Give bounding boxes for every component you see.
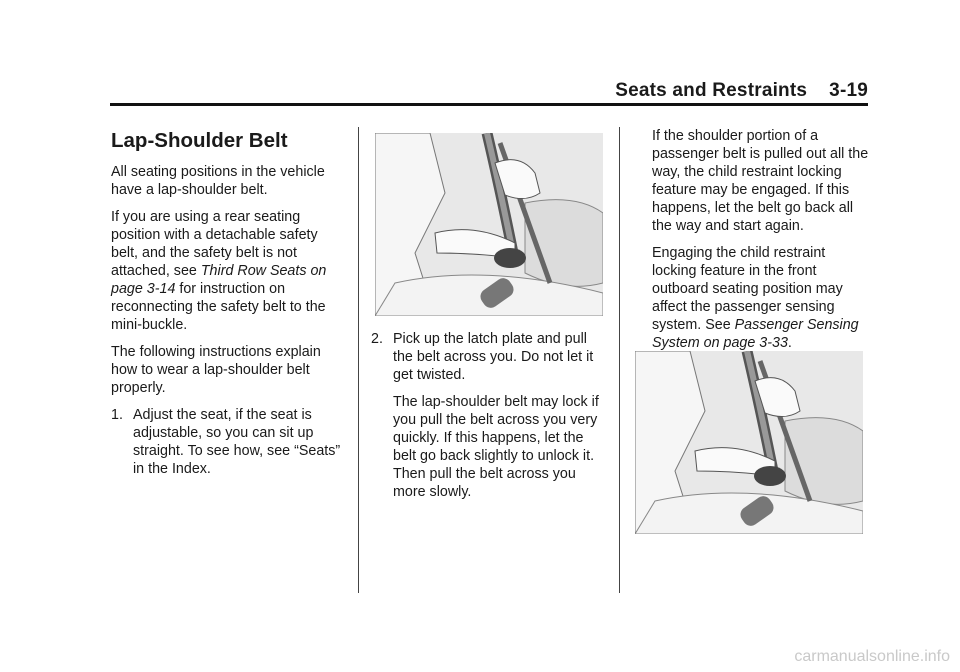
paragraph: If the shoulder portion of a passenger belt is pulled out all the way, the child restraint locking feature may be engaged. If this happens, let the belt go back all the way and start again.: [652, 128, 869, 234]
page-header: [110, 80, 868, 104]
step-number: 2.: [371, 331, 383, 347]
step-number: 1.: [111, 407, 123, 423]
page-number: 3-19: [829, 80, 868, 101]
paragraph: Engaging the child restraint locking feature in the front outboard seating position may affect the passenger sensing system. See Passenger Sensing System on page 3-33.: [652, 245, 859, 351]
column-middle: [371, 330, 607, 510]
paragraph: If you are using a rear seating position with a detachable safety belt, and the safety belt is not attached, see Third Row Seats on page 3-14 for instruction on reconnecting the safety belt to the mini-buckle.: [111, 209, 327, 333]
paragraph: The lap-shoulder belt may lock if you pull the belt across you very quickly. If this happens, let the belt go back slightly to unlock it. Then pull the belt across you more slowly.: [393, 394, 599, 500]
section-heading: Lap-Shoulder Belt: [111, 129, 288, 152]
step-2: [371, 330, 607, 384]
belt-illustration-drawing: [375, 133, 603, 316]
step-1: [111, 406, 343, 478]
paragraph: The following instructions explain how to wear a lap-shoulder belt properly.: [111, 344, 321, 396]
belt-illustration-drawing: [635, 351, 863, 534]
column-left: [111, 127, 343, 478]
watermark: carmanualsonline.info: [794, 648, 950, 665]
section-title: Seats and Restraints: [615, 80, 808, 101]
column-right: [652, 127, 870, 361]
paragraph: All seating positions in the vehicle have a lap-shoulder belt.: [111, 164, 325, 198]
belt-illustration: [635, 351, 863, 534]
step-text: Pick up the latch plate and pull the belt across you. Do not let it get twisted.: [393, 331, 594, 383]
column-divider: [619, 127, 620, 593]
step-text: Adjust the seat, if the seat is adjustable, so you can sit up straight. To see how, see “Seats” in the Index.: [133, 407, 341, 477]
cross-reference-link[interactable]: Passenger Sensing System on page 3-33: [652, 317, 859, 351]
header-rule: [110, 103, 868, 106]
belt-illustration: [375, 133, 603, 316]
column-divider: [358, 127, 359, 593]
cross-reference-link[interactable]: Third Row Seats on page 3-14: [111, 263, 327, 297]
